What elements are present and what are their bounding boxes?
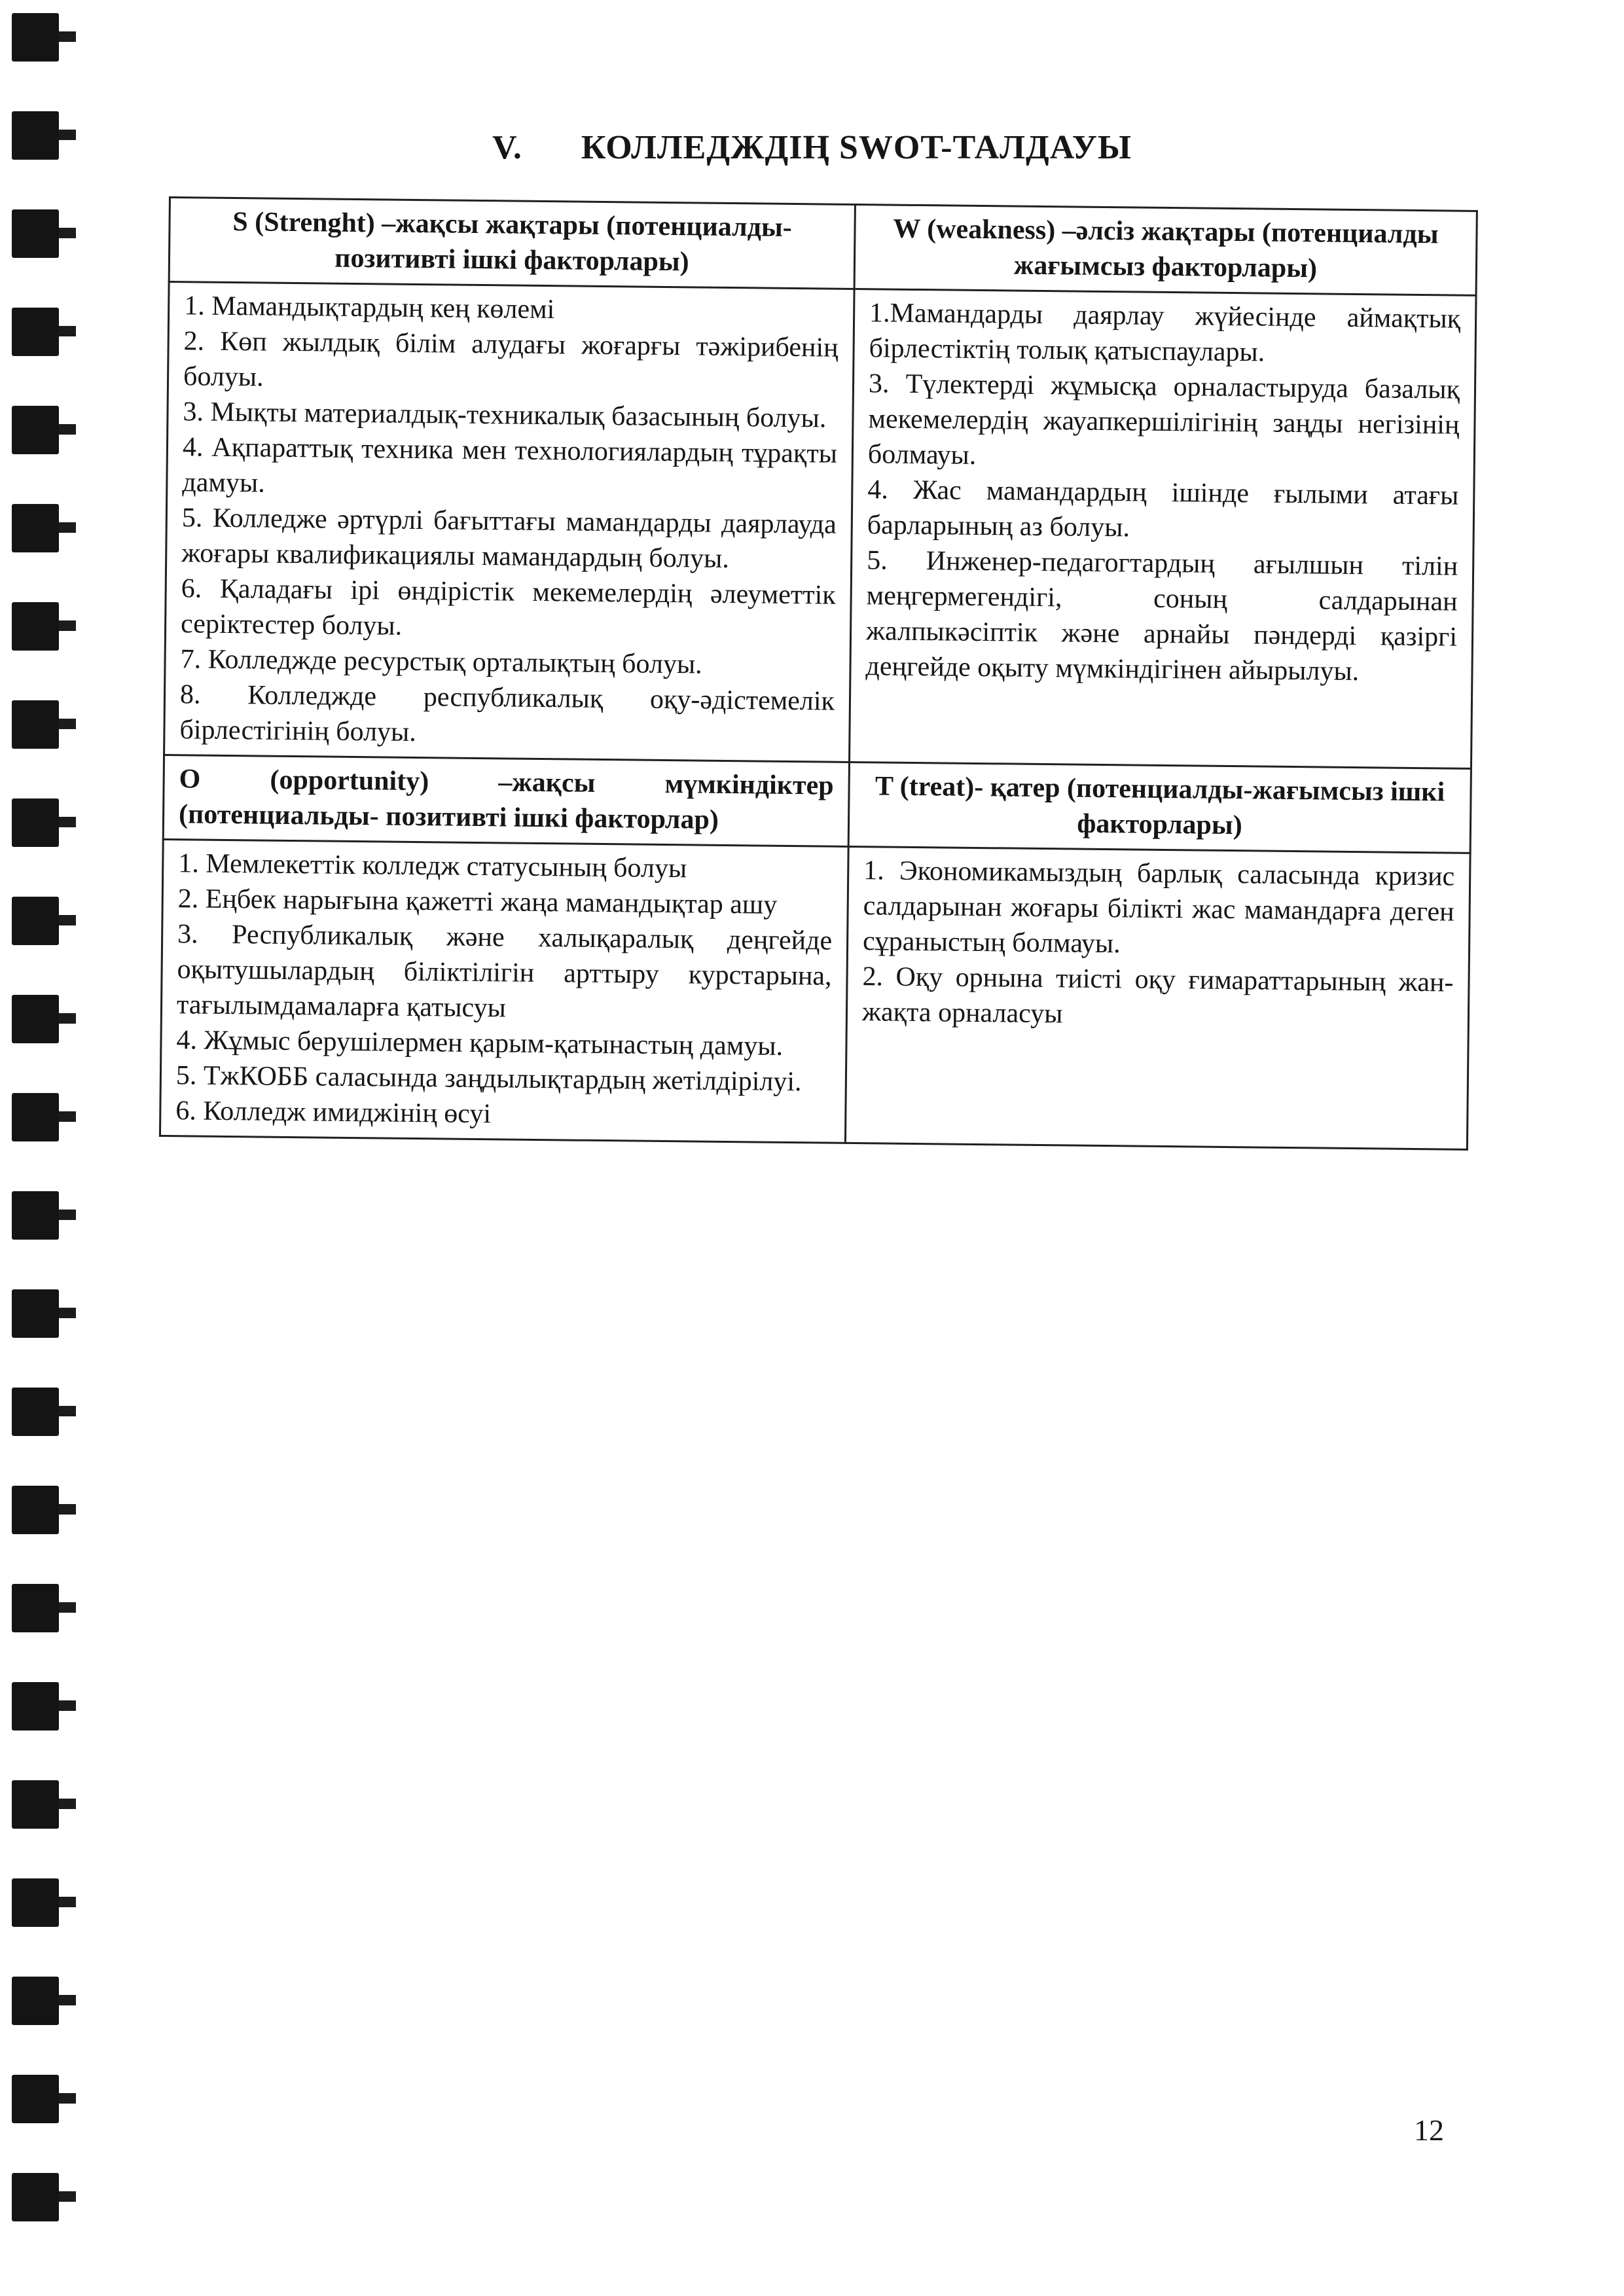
strength-item: 3. Мықты материалдық-техникалық базасының болуы. bbox=[183, 397, 827, 434]
section-number: V. bbox=[492, 129, 522, 166]
weakness-item: 4. Жас мамандардың ішінде ғылыми атағы барларының аз болуы. bbox=[867, 475, 1459, 543]
strengths-header: S (Strenght) –жақсы жақтары (потенциалды-позитивті ішкі факторлары) bbox=[169, 198, 855, 289]
threats-cell bbox=[845, 846, 1470, 1149]
section-title: КОЛЛЕДЖДІҢ SWOT-ТАЛДАУЫ bbox=[581, 129, 1132, 166]
page-number: 12 bbox=[1414, 2113, 1444, 2147]
strength-item: 2. Көп жылдық білім алудағы жоғарғы тәжірибенің болуы. bbox=[183, 326, 839, 393]
opportunity-item: 3. Республикалық және халықаралық деңгейде оқытушылардың біліктілігін арттыру курстарына, тағылымдамаларға қатысуы bbox=[176, 919, 833, 1024]
weaknesses-header: W (weakness) –әлсіз жақтары (потенциалды жағымсыз факторлары) bbox=[854, 204, 1477, 295]
opportunities-header: O (opportunity) –жақсы мүмкіндіктер (потенциальды- позитивті ішкі факторлар) bbox=[163, 755, 849, 846]
strength-item: 8. Колледжде республикалық оқу-әдістемелік бірлестігінің болуы. bbox=[179, 679, 835, 747]
opportunity-item: 5. ТжКОББ саласында заңдылықтардың жетілдірілуі. bbox=[175, 1060, 802, 1098]
strength-item: 1. Мамандықтардың кең көлемі bbox=[184, 291, 555, 325]
swot-row-header-bottom bbox=[163, 755, 1471, 853]
swot-table bbox=[159, 196, 1478, 1151]
strength-item: 5. Колледже әртүрлі бағыттағы мамандарды даярлауда жоғары квалификациялы мамандардың болуы. bbox=[181, 503, 837, 574]
strength-item: 6. Қаладағы ірі өндірістік мекемелердің әлеуметтік серіктестер болуы. bbox=[180, 573, 836, 641]
binding-holes bbox=[0, 0, 79, 2296]
weakness-item: 1.Мамандарды даярлау жүйесінде аймақтық бірлестіктің толық қатыспаулары. bbox=[869, 298, 1461, 368]
opportunity-item: 6. Колледж имиджінің өсуі bbox=[175, 1096, 492, 1130]
strengths-cell bbox=[164, 282, 855, 762]
swot-row-header-top bbox=[169, 198, 1477, 296]
opportunities-cell bbox=[160, 839, 848, 1143]
opportunity-item: 4. Жұмыс берушілермен қарым-қатынастың дамуы. bbox=[176, 1025, 784, 1062]
swot-row-content-bottom bbox=[160, 839, 1470, 1149]
weaknesses-cell bbox=[850, 289, 1477, 768]
strength-item: 7. Колледжде ресурстық орталықтың болуы. bbox=[180, 644, 702, 680]
weakness-item: 5. Инженер-педагогтардың ағылшын тілін меңгермегендігі, соның салдарынан жалпыкәсіптік және арнайы пәндерді қазіргі деңгейде оқыту мүмкіндігінен айырылуы. bbox=[865, 545, 1458, 687]
swot-row-content-top bbox=[164, 282, 1476, 769]
threats-header: T (treat)- қатер (потенциалды-жағымсыз ішкі факторлары) bbox=[848, 762, 1471, 853]
threat-item: 1. Экономикамыздың барлық саласында кризис салдарынан жоғары білікті жас мамандарға деген сұраныстың болмауы. bbox=[862, 855, 1455, 960]
weakness-item: 3. Түлектерді жұмысқа орналастыруда базалық мекемелердің жауапкершілігінің заңды негізінің болмауы. bbox=[867, 368, 1460, 471]
swot-table-wrapper bbox=[159, 196, 1478, 1151]
opportunity-item: 1. Мемлекеттік колледж статусының болуы bbox=[178, 848, 687, 884]
opportunity-item: 2. Еңбек нарығына қажетті жаңа мамандықтар ашу bbox=[177, 884, 778, 920]
section-heading bbox=[0, 128, 1624, 167]
threat-item: 2. Оқу орнына тиісті оқу ғимараттарының жан-жақта орналасуы bbox=[861, 961, 1454, 1030]
strength-item: 4. Ақпараттық техника мен технологиялардың тұрақты дамуы. bbox=[182, 432, 838, 499]
